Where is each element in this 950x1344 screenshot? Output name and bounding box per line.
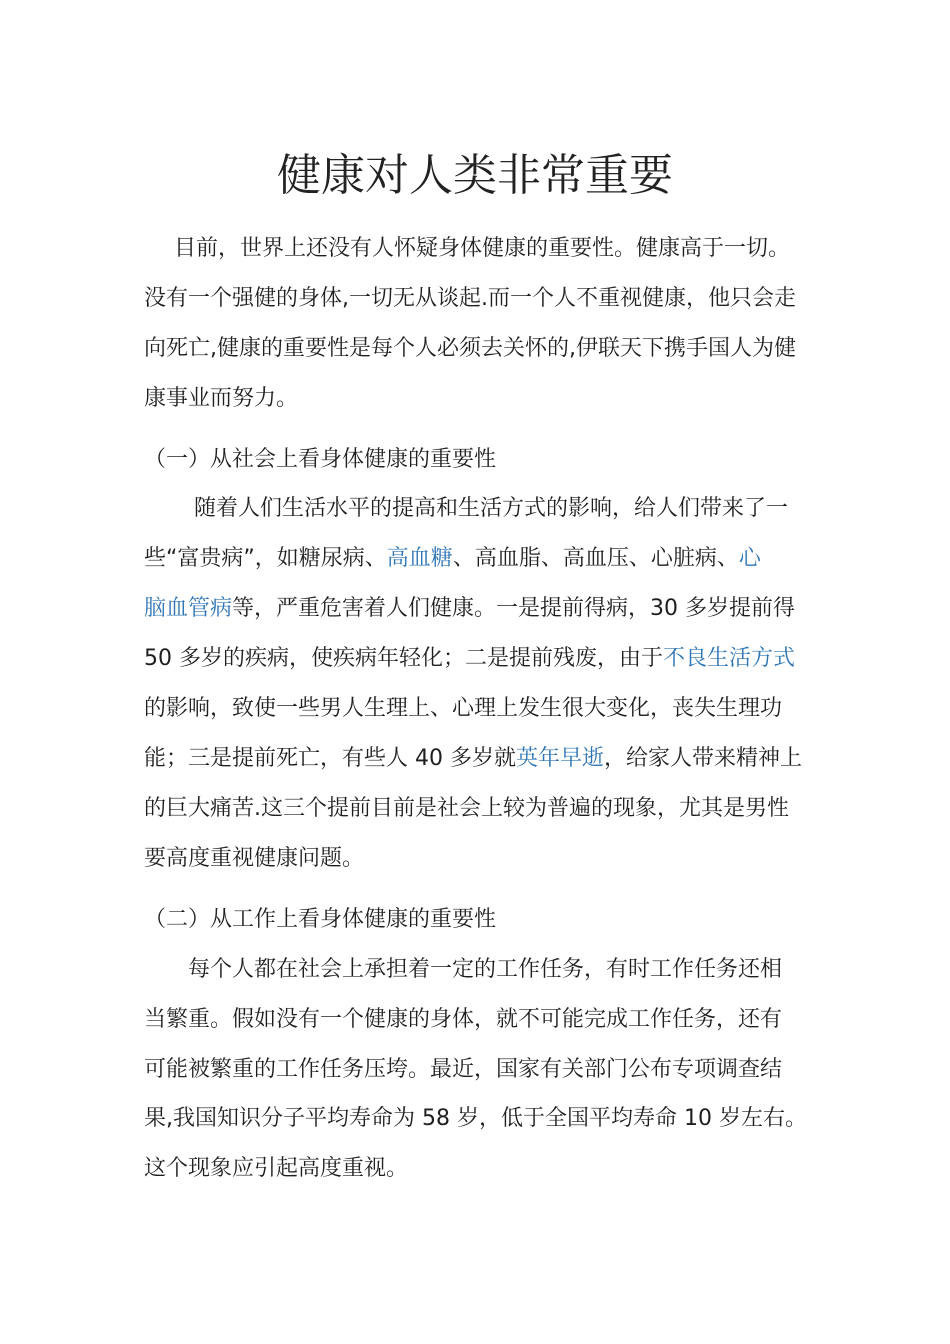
paragraph-2-line-1 xyxy=(194,494,788,524)
paragraph-2-line-2 xyxy=(144,544,761,574)
text-segment: ，给家人带来精神上 xyxy=(604,746,803,771)
text-segment: 没有一个强健的身体,一切无从谈起.而一个人不重视健康，他只会走 xyxy=(144,286,796,311)
paragraph-1-line-1 xyxy=(174,234,790,264)
paragraph-3-line-2 xyxy=(144,1005,782,1035)
text-segment: 康事业而努力。 xyxy=(144,386,299,411)
text-segment: 些“富贵病”，如糖尿病、 xyxy=(144,546,387,571)
paragraph-1-line-3 xyxy=(144,334,796,364)
text-segment: 目前，世界上还没有人怀疑身体健康的重要性。健康高于一切。 xyxy=(174,236,791,261)
document-title: 健康对人类非常重要 xyxy=(277,150,673,201)
link-cardiovascular-disease-part2[interactable]: 脑血管病 xyxy=(144,596,233,621)
text-segment: 向死亡,健康的重要性是每个人必须去关怀的,伊联天下携手国人为健 xyxy=(144,336,796,361)
paragraph-1-line-2 xyxy=(144,284,796,314)
paragraph-2-line-4 xyxy=(144,644,795,674)
text-segment: 当繁重。假如没有一个健康的身体，就不可能完成工作任务，还有 xyxy=(144,1007,783,1032)
paragraph-1-line-4 xyxy=(144,384,298,414)
link-early-death[interactable]: 英年早逝 xyxy=(515,746,604,771)
paragraph-2-line-8 xyxy=(144,844,364,874)
text-segment: 的巨大痛苦.这三个提前目前是社会上较为普遍的现象，尤其是男性 xyxy=(144,796,789,821)
link-unhealthy-lifestyle[interactable]: 不良生活方式 xyxy=(663,646,796,671)
paragraph-3-line-3 xyxy=(144,1055,782,1085)
paragraph-2-line-5 xyxy=(144,694,782,724)
text-segment: 这个现象应引起高度重视。 xyxy=(144,1156,409,1181)
section-heading-1: （一）从社会上看身体健康的重要性 xyxy=(144,447,497,472)
paragraph-3-line-5 xyxy=(144,1154,408,1184)
text-segment: 等，严重危害着人们健康。一是提前得病，30 多岁提前得 xyxy=(232,596,796,621)
text-segment: 每个人都在社会上承担着一定的工作任务，有时工作任务还相 xyxy=(188,957,783,982)
paragraph-3-line-4 xyxy=(144,1104,807,1134)
text-segment: 、高血脂、高血压、心脏病、 xyxy=(452,546,739,571)
text-segment: 要高度重视健康问题。 xyxy=(144,846,365,871)
text-segment: 能；三是提前死亡，有些人 40 多岁就 xyxy=(144,746,516,771)
text-segment: 果,我国知识分子平均寿命为 58 岁，低于全国平均寿命 10 岁左右。 xyxy=(144,1106,807,1131)
link-cardiovascular-disease-part1[interactable]: 心 xyxy=(738,546,761,571)
text-segment: 的影响，致使一些男人生理上、心理上发生很大变化，丧失生理功 xyxy=(144,696,783,721)
paragraph-2-line-3 xyxy=(144,594,795,624)
text-segment: 随着人们生活水平的提高和生活方式的影响，给人们带来了一 xyxy=(194,496,789,521)
paragraph-2-line-7 xyxy=(144,794,789,824)
text-segment: 可能被繁重的工作任务压垮。最近，国家有关部门公布专项调查结 xyxy=(144,1057,783,1082)
paragraph-2-line-6 xyxy=(144,744,802,774)
section-heading-2: （二）从工作上看身体健康的重要性 xyxy=(144,907,497,932)
text-segment: 50 多岁的疾病，使疾病年轻化；二是提前残废，由于 xyxy=(144,646,663,671)
paragraph-3-line-1 xyxy=(188,955,782,985)
link-high-blood-sugar[interactable]: 高血糖 xyxy=(386,546,453,571)
